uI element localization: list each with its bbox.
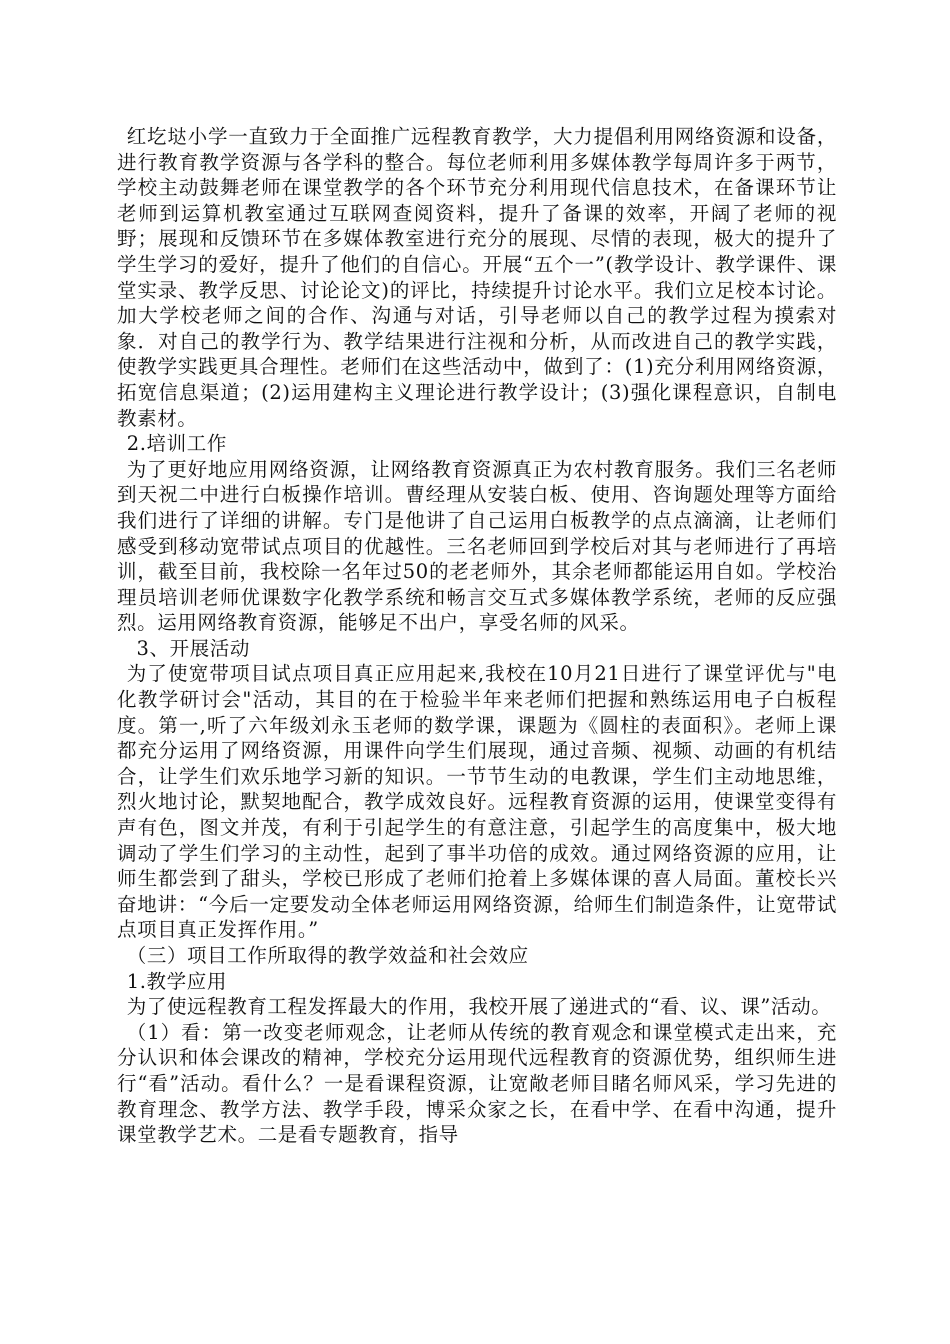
- paragraph-intro: 红圪垯小学一直致力于全面推广远程教育教学，大力提倡利用网络资源和设备，进行教育教学资源与各学科的整合。每位老师利用多媒体教学每周许多于两节，学校主动鼓舞老师在课堂教学的各个环节充分利用现代信息技术，在备课环节让老师到运算机教室通过互联网查阅资料，提升了备课的效率，开阔了老师的视野；展现和反馈环节在多媒体教室进行充分的展现、尽情的表现，极大的提升了学生学习的爱好，提升了他们的自信心。开展“五个一”(教学设计、教学课件、课堂实录、教学反思、讨论论文)的评比，持续提升讨论水平。我们立足校本讨论。加大学校老师之间的合作、沟通与对话，引导老师以自己的教学过程为摸索对象．对自己的教学行为、教学结果进行注视和分析，从而改进自己的教学实践，使教学实践更具合理性。老师们在这些活动中，做到了：(1)充分利用网络资源，拓宽信息渠道；(2)运用建构主义理论进行教学设计；(3)强化课程意识，自制电教素材。: [117, 125, 837, 430]
- heading-section-three: （三）项目工作所取得的教学效益和社会效应: [126, 944, 529, 967]
- heading-training: 2.培训工作: [126, 432, 227, 456]
- heading-activities: 3、开展活动: [136, 636, 251, 660]
- paragraph-training: 为了更好地应用网络资源，让网络教育资源真正为农村教育服务。我们三名老师到天祝二中进行白板操作培训。曹经理从安装白板、使用、咨询题处理等方面给我们进行了详细的讲解。专门是他讲了自己运用白板教学的点点滴滴，让老师们感受到移动宽带试点项目的优越性。三名老师回到学校后对其与老师进行了再培训，截至目前，我校除一名年过50的老老师外，其余老师都能运用自如。学校治理员培训老师优课数字化教学系统和畅言交互式多媒体教学系统，老师的反应强烈。运用网络教育资源，能够足不出户，享受名师的风采。: [117, 457, 837, 635]
- paragraph-teaching-application: 为了使远程教育工程发挥最大的作用，我校开展了递进式的“看、议、课”活动。: [126, 995, 832, 1019]
- paragraph-activities: 为了使宽带项目试点项目真正应用起来,我校在10月21日进行了课堂评优与"电化教学研讨会"活动，其目的在于检验半年来老师们把握和熟练运用电子白板程度。第一,听了六年级刘永玉老师的数学课，课题为《圆柱的表面积》。老师上课都充分运用了网络资源，用课件向学生们展现，通过音频、视频、动画的有机结合，让学生们欢乐地学习新的知识。一节节生动的电教课，学生们主动地思维，烈火地讨论，默契地配合，教学成效良好。远程教育资源的运用，使课堂变得有声有色，图文并茂，有利于引起学生的有意注意，引起学生的高度集中，极大地调动了学生们学习的主动性，起到了事半功倍的成效。通过网络资源的应用，让师生都尝到了甜头，学校已形成了老师们抢着上多媒体课的喜人局面。董校长兴奋地讲：“今后一定要发动全体老师运用网络资源，给师生们制造条件，让宽带试点项目真正发挥作用。”: [117, 662, 837, 942]
- paragraph-look: （1）看：第一改变老师观念，让老师从传统的教育观念和课堂模式走出来，充分认识和体会课改的精神，学校充分运用现代远程教育的资源优势，组织师生进行“看”活动。看什么？一是看课程资源，让宽敞老师目睹名师风采，学习先进的教育理念、教学方法、教学手段，博采众家之长，在看中学、在看中沟通，提升课堂教学艺术。二是看专题教育，指导: [117, 1020, 837, 1147]
- heading-teaching-application: 1.教学应用: [126, 969, 227, 993]
- document-page: [117, 124, 837, 1148]
